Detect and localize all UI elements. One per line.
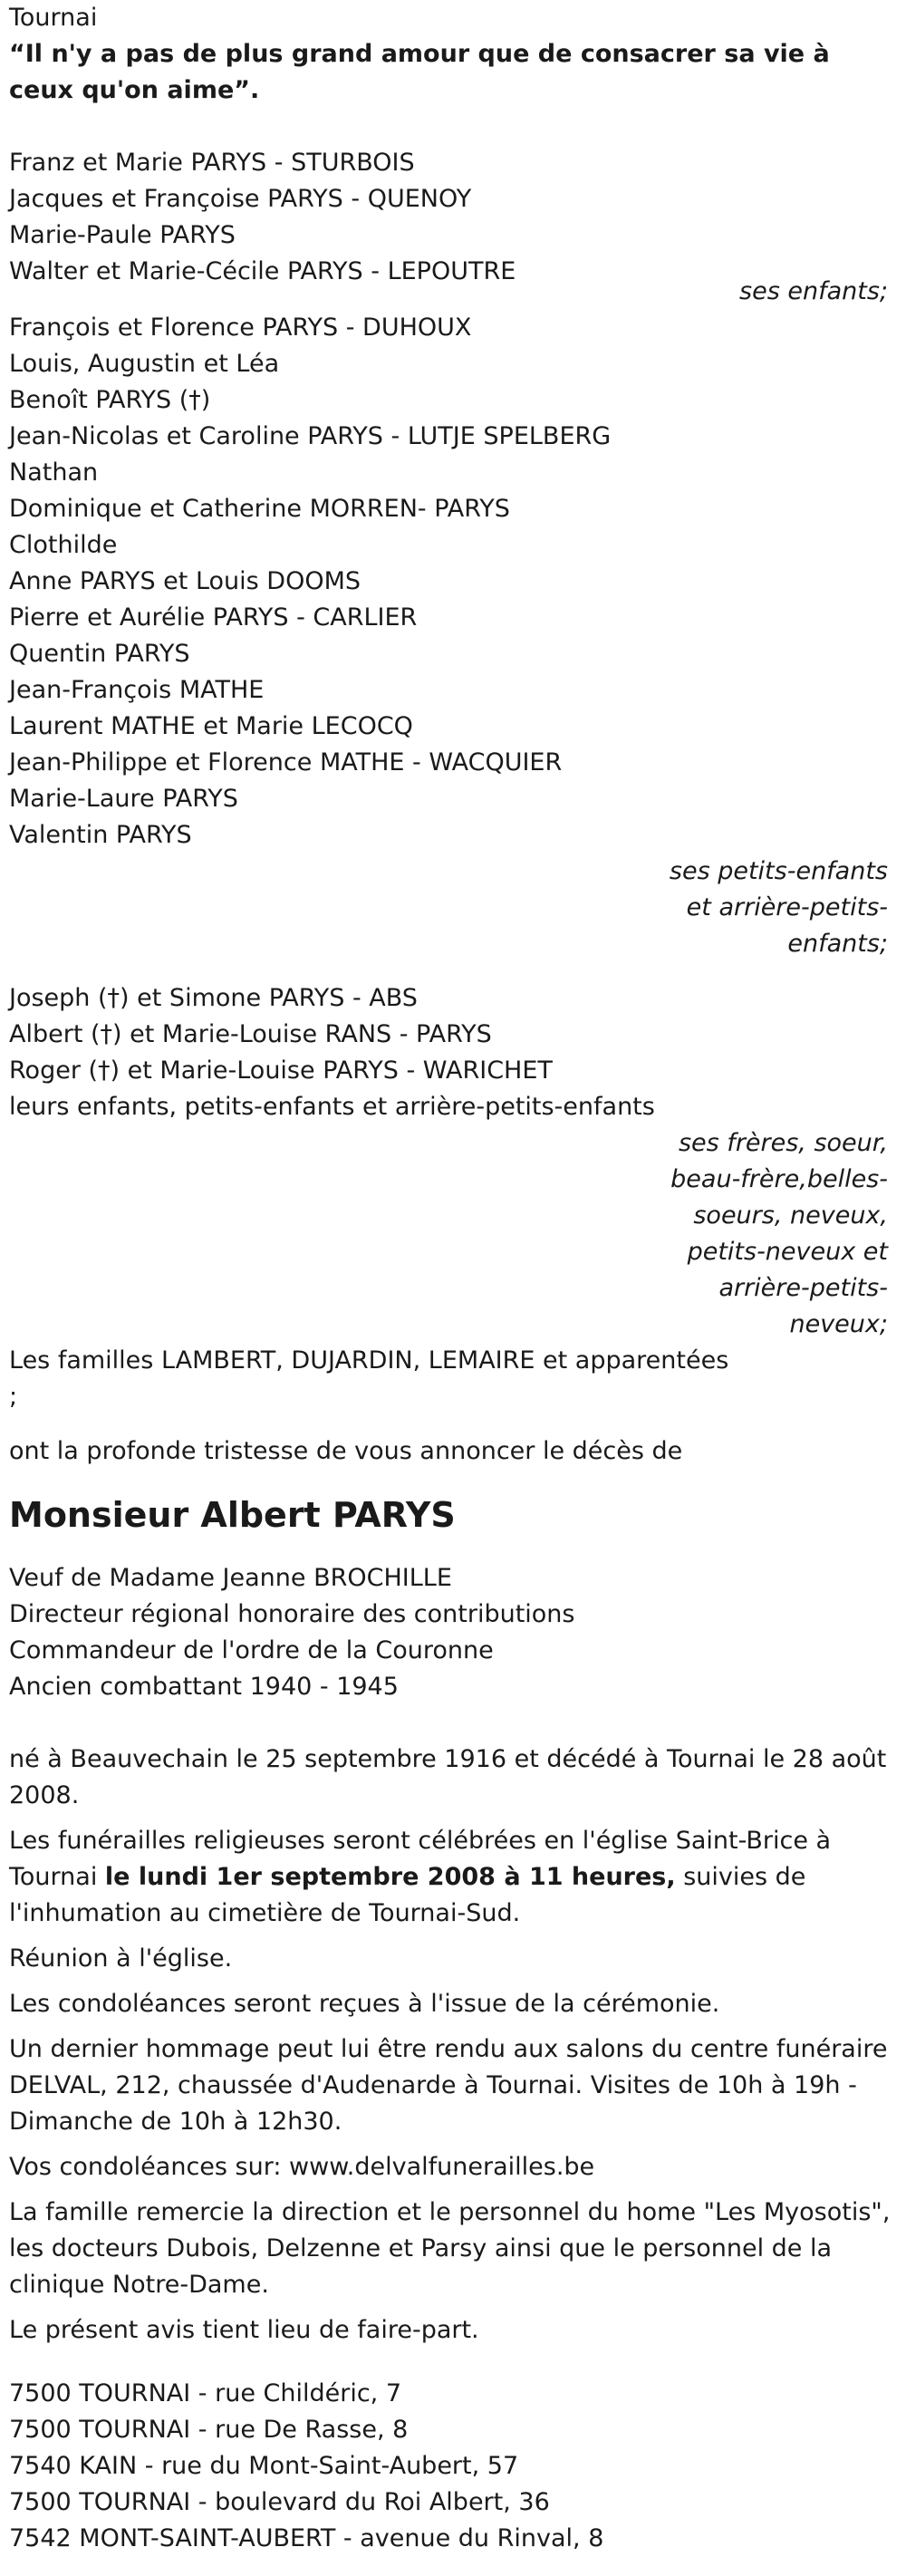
title-item: Ancien combattant 1940 - 1945 [9, 1673, 399, 1701]
siblings-label-line: neveux; [789, 1310, 888, 1338]
families-line: Les familles LAMBERT, DUJARDIN, LEMAIRE et apparentées [9, 1346, 729, 1375]
grandchildren-item: Laurent MATHE et Marie LECOCQ [9, 712, 413, 740]
title-item: Commandeur de l'ordre de la Couronne [9, 1636, 494, 1664]
grandchildren-item: Nathan [9, 458, 99, 487]
address-item: 7540 KAIN - rue du Mont-Saint-Aubert, 57 [9, 2452, 519, 2480]
grandchildren-label [9, 854, 897, 962]
grandchildren-item: Valentin PARYS [9, 821, 192, 849]
titles-list [9, 1560, 897, 1705]
website-line: Vos condoléances sur: www.delvalfunerailles.be [9, 2153, 595, 2181]
addresses-list [9, 2376, 897, 2557]
grandchildren-item: Pierre et Aurélie PARYS - CARLIER [9, 603, 418, 632]
children-item: Walter et Marie-Cécile PARYS - LEPOUTRE [9, 257, 516, 285]
children-label: ses enfants; [739, 277, 888, 305]
siblings-item: leurs enfants, petits-enfants et arrière-petits-enfants [9, 1093, 655, 1121]
siblings-label-line: beau-frère,belles- [670, 1165, 888, 1193]
funeral-info [9, 1823, 897, 1932]
grandchildren-item: Clothilde [9, 531, 118, 559]
children-item: Marie-Paule PARYS [9, 221, 236, 249]
children-list [9, 145, 897, 290]
siblings-item: Joseph (†) et Simone PARYS - ABS [9, 984, 418, 1012]
grandchildren-item: François et Florence PARYS - DUHOUX [9, 314, 472, 342]
condolences-issue: Les condoléances seront reçues à l'issue de la cérémonie. [9, 1990, 720, 2018]
birth-death: né à Beauvechain le 25 septembre 1916 et décédé à Tournai le 28 août 2008. [9, 1745, 887, 1809]
children-item: Franz et Marie PARYS - STURBOIS [9, 149, 415, 177]
siblings-label-line: ses frères, soeur, [678, 1129, 888, 1157]
grandchildren-item: Benoît PARYS (†) [9, 386, 211, 414]
faire-part: Le présent avis tient lieu de faire-part. [9, 2316, 479, 2344]
deceased-name: Monsieur Albert PARYS [9, 1495, 456, 1535]
grandchildren-item: Dominique et Catherine MORREN- PARYS [9, 495, 510, 523]
grandchildren-item: Quentin PARYS [9, 640, 190, 668]
grandchildren-item: Jean-Nicolas et Caroline PARYS - LUTJE SPELBERG [9, 422, 612, 450]
announcement: ont la profonde tristesse de vous annoncer le décès de [9, 1437, 683, 1465]
siblings-label-line: arrière-petits- [718, 1274, 888, 1302]
siblings-label-line: petits-neveux et [687, 1238, 888, 1266]
grandchildren-item: Anne PARYS et Louis DOOMS [9, 567, 361, 595]
children-item: Jacques et Françoise PARYS - QUENOY [9, 185, 472, 213]
siblings-item: Roger (†) et Marie-Louise PARYS - WARICHET [9, 1056, 553, 1085]
siblings-label [9, 1125, 897, 1343]
thanks: La famille remercie la direction et le personnel du home "Les Myosotis", les docteurs Dubois, Delzenne et Parsy ainsi que le personnel de la clinique Notre-Dame. [9, 2198, 891, 2299]
grandchildren-label-line: ses petits-enfants [669, 857, 888, 885]
address-item: 7542 MONT-SAINT-AUBERT - avenue du Rinval, 8 [9, 2524, 604, 2552]
siblings-item: Albert (†) et Marie-Louise RANS - PARYS [9, 1020, 492, 1048]
address-item: 7500 TOURNAI - rue Childéric, 7 [9, 2379, 402, 2407]
grandchildren-label-line: enfants; [787, 930, 888, 958]
siblings-label-line: soeurs, neveux, [693, 1201, 888, 1230]
address-item: 7500 TOURNAI - boulevard du Roi Albert, 36 [9, 2488, 550, 2516]
grandchildren-item: Marie-Laure PARYS [9, 785, 238, 813]
funeral-post: suivies de l'inhumation au cimetière de Tournai-Sud. [9, 1863, 806, 1927]
reunion: Réunion à l'église. [9, 1944, 233, 1973]
homage-info: Un dernier hommage peut lui être rendu aux salons du centre funéraire DELVAL, 212, chaussée d'Audenarde à Tournai. Visites de 10h à 19h - Dimanche de 10h à 12h30. [9, 2035, 888, 2136]
place: Tournai [9, 4, 98, 32]
grandchildren-list [9, 310, 897, 854]
title-item: Directeur régional honoraire des contributions [9, 1600, 575, 1628]
families-end: ; [9, 1383, 18, 1411]
funeral-pre: Les funérailles religieuses seront célébrées en l'église Saint-Brice à Tournai [9, 1827, 832, 1891]
siblings-list [9, 980, 897, 1125]
funeral-date: le lundi 1er septembre 2008 à 11 heures, [104, 1863, 676, 1891]
quote: “Il n'y a pas de plus grand amour que de consacrer sa vie à ceux qu'on aime”. [9, 40, 830, 104]
title-item: Veuf de Madame Jeanne BROCHILLE [9, 1564, 452, 1592]
grandchildren-item: Louis, Augustin et Léa [9, 350, 280, 378]
grandchildren-item: Jean-François MATHE [9, 676, 265, 704]
grandchildren-item: Jean-Philippe et Florence MATHE - WACQUIER [9, 748, 563, 777]
address-item: 7500 TOURNAI - rue De Rasse, 8 [9, 2416, 409, 2444]
grandchildren-label-line: et arrière-petits- [686, 893, 888, 921]
